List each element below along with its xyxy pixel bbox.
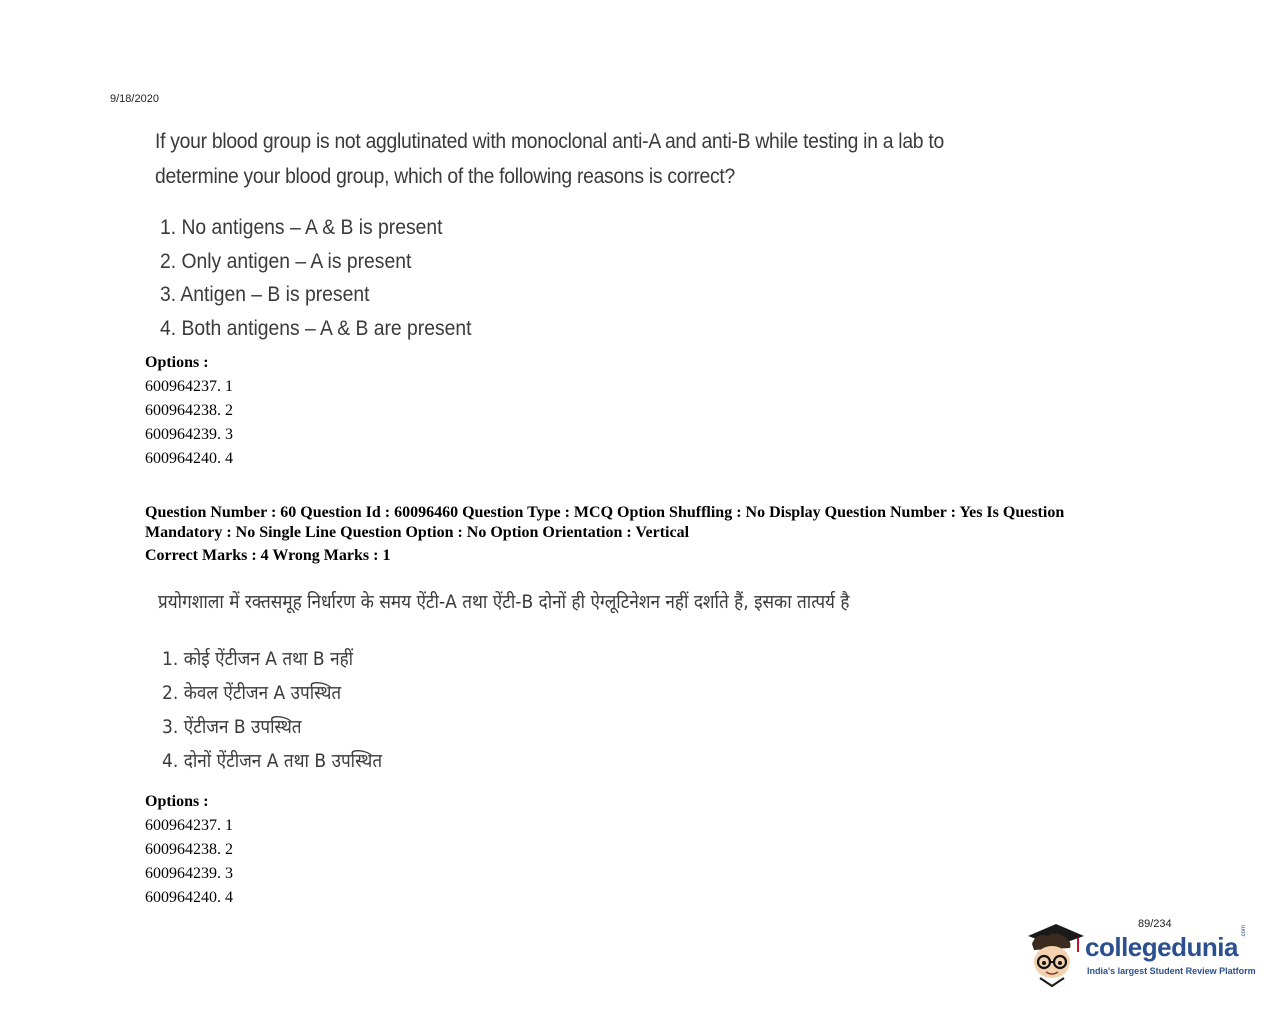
question-2-marks: Correct Marks : 4 Wrong Marks : 1 bbox=[145, 547, 391, 564]
question-1-text bbox=[155, 124, 946, 194]
logo-tagline: India's largest Student Review Platform bbox=[1087, 966, 1256, 976]
q2-options-label: Options : bbox=[145, 793, 209, 810]
q2-choice-1: 1. कोई ऐंटीजन A तथा B नहीं bbox=[162, 648, 354, 670]
q1-choice-2: 2. Only antigen – A is present bbox=[160, 250, 412, 273]
q2-option-1: 600964237. 1 bbox=[145, 817, 233, 834]
print-date: 9/18/2020 bbox=[110, 93, 159, 105]
question-2-metadata bbox=[145, 503, 1155, 543]
q1-choice-4: 4. Both antigens – A & B are present bbox=[160, 317, 472, 340]
q1-option-1: 600964237. 1 bbox=[145, 378, 233, 395]
question-2-meta-line-1: Question Number : 60 Question Id : 60096460 Question Type : MCQ Option Shuffling : No Display Question Number : Yes Is Question bbox=[145, 504, 1065, 521]
question-2-text: प्रयोगशाला में रक्तसमूह निर्धारण के समय ऐंटी-A तथा ऐंटी-B दोनों ही ऐग्लूटिनेशन नहीं दर्शाते हैं, इसका तात्पर्य है bbox=[158, 591, 850, 613]
collegedunia-logo-text: collegedunia bbox=[1085, 932, 1238, 962]
q2-choice-3: 3. ऐंटीजन B उपस्थित bbox=[162, 716, 302, 738]
question-2-meta-line-2: Mandatory : No Single Line Question Option : No Option Orientation : Vertical bbox=[145, 524, 690, 541]
logo-domain-suffix: .com bbox=[1241, 924, 1247, 938]
q1-choice-3: 3. Antigen – B is present bbox=[160, 283, 370, 306]
q1-option-4: 600964240. 4 bbox=[145, 450, 233, 467]
mascot-logo-icon bbox=[1022, 918, 1086, 990]
question-1-line-1: If your blood group is not agglutinated with monoclonal anti-A and anti-B while testing in a lab to bbox=[155, 130, 944, 153]
q1-option-2: 600964238. 2 bbox=[145, 402, 233, 419]
q2-option-2: 600964238. 2 bbox=[145, 841, 233, 858]
q1-option-3: 600964239. 3 bbox=[145, 426, 233, 443]
question-1-line-2: determine your blood group, which of the following reasons is correct? bbox=[155, 165, 735, 188]
q2-choice-2: 2. केवल ऐंटीजन A उपस्थित bbox=[162, 682, 342, 704]
q1-options-label: Options : bbox=[145, 354, 209, 371]
q1-choice-1: 1. No antigens – A & B is present bbox=[160, 216, 443, 239]
page-number: 89/234 bbox=[1138, 918, 1172, 930]
q2-option-4: 600964240. 4 bbox=[145, 889, 233, 906]
q2-choice-4: 4. दोनों ऐंटीजन A तथा B उपस्थित bbox=[162, 750, 383, 772]
q2-option-3: 600964239. 3 bbox=[145, 865, 233, 882]
